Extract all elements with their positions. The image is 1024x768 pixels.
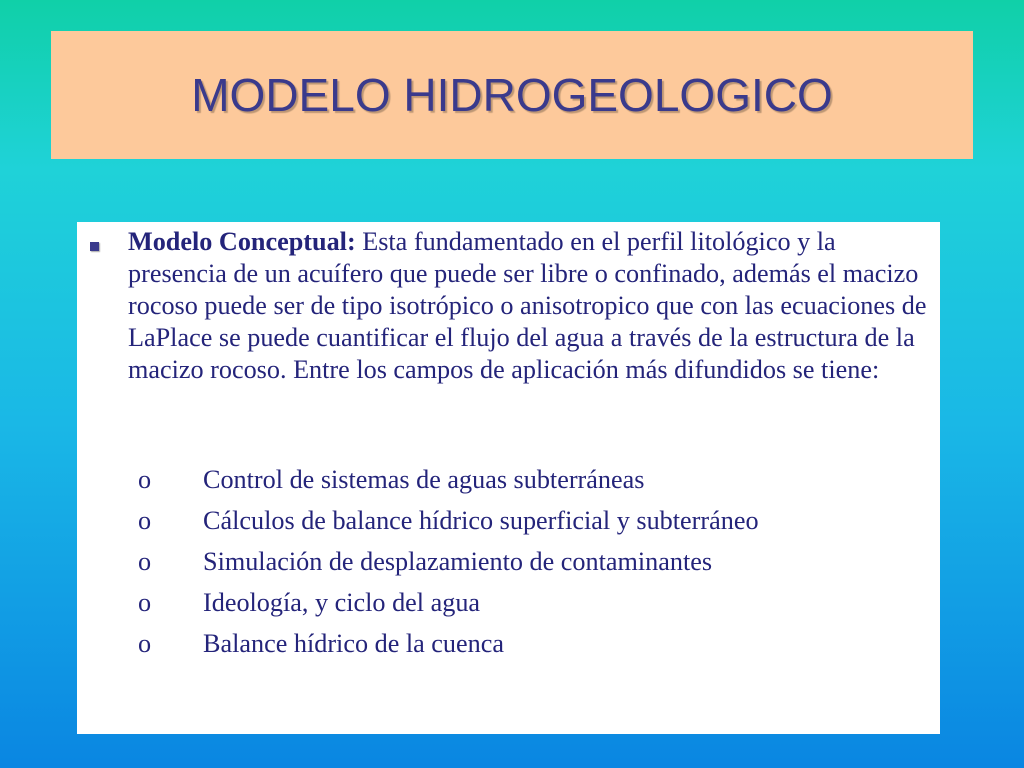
square-bullet-icon [90, 242, 99, 251]
circle-bullet-icon: o [138, 547, 152, 576]
circle-bullet-icon: o [138, 629, 152, 658]
sub-list-item [126, 585, 916, 626]
circle-bullet-icon: o [138, 506, 152, 535]
bullet-heading: Modelo Conceptual: [128, 227, 356, 256]
sub-list-item [126, 626, 916, 667]
sub-list-item-text: Simulación de desplazamiento de contaminantes [203, 547, 713, 576]
sub-list-item [126, 544, 916, 585]
sub-list-item [126, 503, 916, 544]
sub-list-item-text: Balance hídrico de la cuenca [203, 629, 504, 658]
sub-list [126, 462, 916, 667]
bullet-text: Esta fundamentado en el perfil litológico y la presencia de un acuífero que puede ser libre o confinado, además el macizo rocoso puede ser de tipo isotrópico o anisotropico que con las ecuaciones de LaPlace se puede cuantificar el flujo del agua a través de la estructura de la macizo rocoso. Entre los campos de aplicación más difundidos se tiene: [128, 227, 927, 384]
sub-list-item [126, 462, 916, 503]
content-box [77, 222, 940, 734]
circle-bullet-icon: o [138, 588, 152, 617]
slide-title: MODELO HIDROGEOLOGICO [191, 69, 833, 121]
title-box [51, 31, 973, 159]
bullet-paragraph [128, 226, 932, 386]
sub-list-item-text: Control de sistemas de aguas subterráneas [203, 465, 645, 494]
circle-bullet-icon: o [138, 465, 152, 494]
sub-list-item-text: Ideología, y ciclo del agua [203, 588, 481, 617]
sub-list-item-text: Cálculos de balance hídrico superficial y subterráneo [203, 506, 759, 535]
